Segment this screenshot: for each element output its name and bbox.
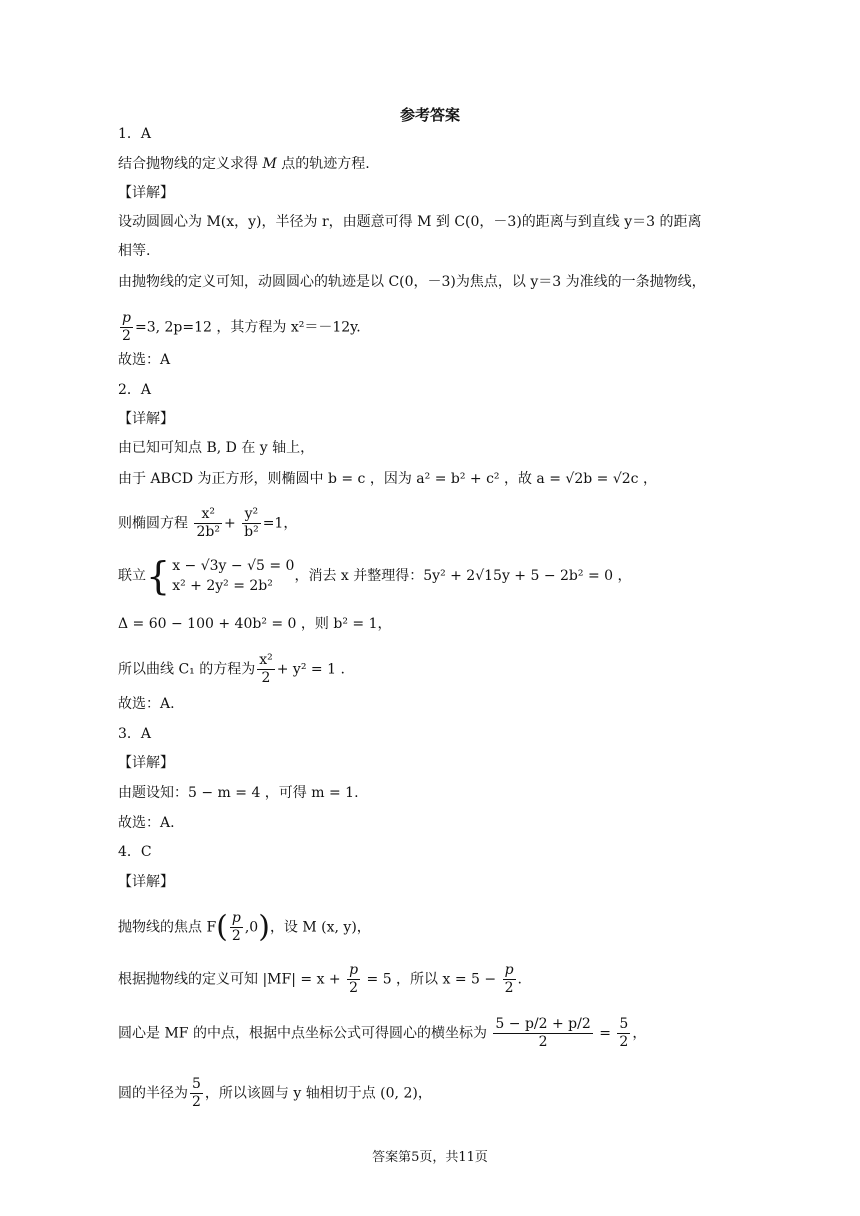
q4-head: 4．C	[118, 844, 152, 860]
q2-line5: Δ = 60 − 100 + 40b² = 0 ，则 b² = 1，	[118, 616, 392, 632]
fraction: $\frac{5}{2}$	[192, 1076, 201, 1110]
q1-detail: 【详解】	[118, 185, 174, 201]
fraction: $\frac{\text{x²}}{\text{2b²}}$	[196, 506, 220, 540]
q2-detail: 【详解】	[118, 411, 174, 427]
q3-answer: 故选：A.	[118, 815, 175, 831]
fraction: $\frac{p}{2}$	[349, 962, 359, 996]
q2-head: 2．A	[118, 382, 152, 398]
q4-line1: 抛物线的焦点 F( $\frac{p}{2}$ ,0)，设 M (x, y)，	[118, 909, 371, 945]
fraction: $\frac{p}{2}$	[122, 310, 131, 344]
page-title: 参考答案	[399, 106, 460, 124]
q1-intro: 结合抛物线的定义求得 M 点的轨迹方程.	[118, 156, 370, 172]
q3-line1: 由题设知：5 − m = 4 ，可得 m = 1.	[118, 785, 359, 801]
q4-line3: 圆心是 MF 的中点，根据中点坐标公式可得圆心的横坐标为 $\frac{5 - p/2 + p/2}{2}$ = $\frac{5}{2}$ ，	[118, 1016, 647, 1050]
q2-line4: 联立{ x − √3y − √5 = 0 x² + 2y² = 2b² ，消去 x 并整理得：5y² + 2√15y + 5 − 2b² = 0 ，	[118, 554, 632, 598]
fraction: $\frac{\text{y²}}{\text{b²}}$	[244, 506, 259, 540]
q4-detail: 【详解】	[118, 874, 174, 890]
q1-answer: 故选：A	[118, 352, 171, 368]
q1-line2: 相等.	[118, 243, 151, 259]
fraction: $\frac{p}{2}$	[231, 910, 241, 944]
fraction: $\frac{p}{2}$	[504, 962, 514, 996]
fraction: $\frac{5 - p/2 + p/2}{2}$	[495, 1016, 591, 1050]
q4-line2: 根据抛物线的定义可知 |MF| = x + $\frac{p}{2}$ = 5 ，所以 x = 5 − $\frac{p}{2}$ .	[118, 962, 522, 996]
q3-head: 3．A	[118, 726, 152, 742]
q2-line1: 由已知可知点 B, D 在 y 轴上，	[118, 440, 315, 456]
q3-detail: 【详解】	[118, 755, 174, 771]
q4-line4: 圆的半径为 $\frac{5}{2}$ ，所以该圆与 y 轴相切于点 (0, 2)，	[118, 1076, 432, 1110]
q1-head: 1．A	[118, 126, 152, 142]
q1-line3: 由抛物线的定义可知，动圆圆心的轨迹是以 C(0，－3)为焦点，以 y＝3 为准线的一条抛物线，	[118, 274, 706, 290]
q2-answer: 故选：A.	[118, 696, 175, 712]
q2-line6: 所以曲线 C₁ 的方程为 $\frac{\text{x²}}{2}$ + y² = 1 .	[118, 652, 345, 686]
q1-line1: 设动圆圆心为 M(x，y)，半径为 r，由题意可得 M 到 C(0，－3)的距离与到直线 y＝3 的距离	[118, 214, 702, 230]
fraction: $\frac{5}{2}$	[619, 1016, 629, 1050]
q2-line2: 由于 ABCD 为正方形，则椭圆中 b = c ，因为 a² = b² + c² ，故 a = √2b = √2c ，	[118, 471, 657, 487]
q1-line4: $\frac{p}{2}$ =3, 2p=12 ，其方程为 x²＝－12y.	[122, 310, 361, 344]
page-footer: 答案第5页，共11页	[372, 1150, 488, 1165]
fraction: $\frac{\text{x²}}{2}$	[259, 652, 273, 686]
q2-line3: 则椭圆方程 $\frac{\text{x²}}{\text{2b²}}$ + $\frac{\text{y²}}{\text{b²}}$ =1，	[118, 506, 298, 540]
